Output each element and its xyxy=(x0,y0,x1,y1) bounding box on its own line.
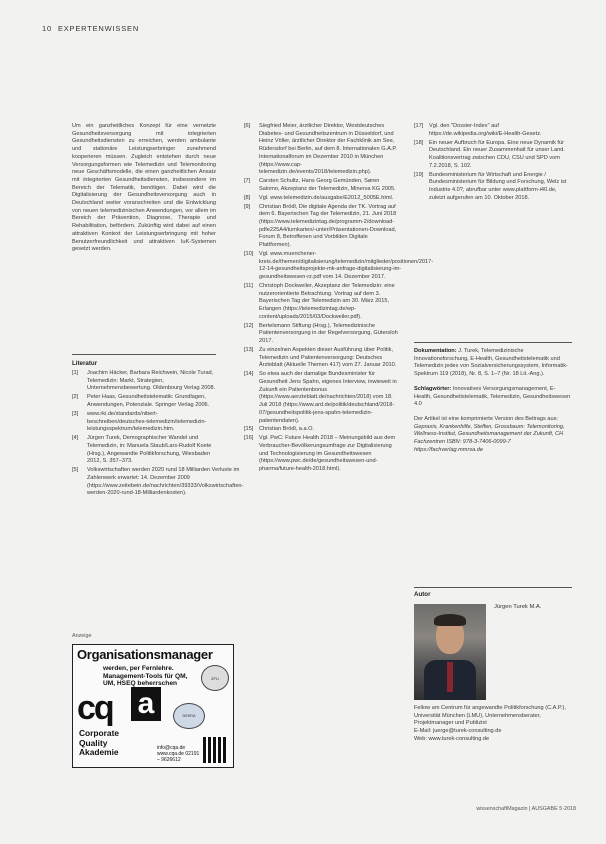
reference-number: [18] xyxy=(414,139,424,146)
author-photo xyxy=(414,604,486,700)
reference-number: [14] xyxy=(244,371,254,378)
keywords-text: Innovatives Versorgungsmanagement, E-Health, Gesundheitstelematik, Telemedizin, Gesundheitswesen 4.0 xyxy=(414,385,571,408)
reference-text: Vgl. PwC: Future Health 2018 – Meinungsbild aus dem Verbraucher-Bevölkerungsumfrage zur Digitalisierung und Technologisierung im Gesundheitswesen (https://www.pwc.de/de/gesundheitswesen-und-pharma/future-health-2018.html). xyxy=(259,435,396,473)
reference-item xyxy=(244,204,398,250)
reference-item xyxy=(244,323,398,346)
author-name: Jürgen Turek M.A. xyxy=(494,604,542,610)
reference-item xyxy=(244,435,398,474)
reference-number: [11] xyxy=(244,283,253,289)
reference-item xyxy=(72,467,244,498)
page-number: 10 xyxy=(42,24,52,33)
divider xyxy=(72,354,216,355)
reference-text: So etwa auch der damalige Bundesminister für Gesundheit Jens Spahn, eigenes Interview, inwieweit in Zukunft ein Patientenbonus (https://www.aerzteblatt.de/nachrichten/2018) vom 18. Juli 2018 (https://www.ard.de/politik/deutschland/2018-07/gesundheitspolitik-jens-spahn-telemedizin-patientendaten). xyxy=(259,371,397,424)
reference-text: Ein neuer Aufbruch für Europa. Eine neue Dynamik für Deutschland. Ein neuer Zusammenhalt für unser Land. Koalitionsvertrag zwischen CDU, CSU und SPD vom 7.2.2018, S. 102. xyxy=(429,139,565,169)
reference-text: Joachim Häcker, Barbara Reichwein, Nicole Turad, Telemedizin: Markt, Strategien, Unternehmensbewertung. Oldenbourg Verlag 2008. xyxy=(87,370,216,392)
reference-item xyxy=(72,394,216,409)
zfu-seal-icon: ZFU xyxy=(201,665,229,691)
author-website[interactable]: Web: www.turek-consulting.de xyxy=(414,735,490,742)
reference-number: [2] xyxy=(72,394,79,401)
dekra-seal-icon: DEKRA xyxy=(173,703,205,729)
keywords-label: Schlagwörter: xyxy=(414,385,452,392)
reference-text: Siegfried Meier, ärztlicher Direktor, Westdeutsches Diabetes- und Gesundheitszentrum in Düsseldorf, und Heinz Völler, ärztlicher Direktor der Fachklinik am See, Rüdersdorf bei Berlin, auf dem 8. Internationalen G.A.P. Internationalforum im Dezember 2010 in München (https://www.cap-telemedizin.de/events/2018/telemedizin.php). xyxy=(259,123,397,176)
reference-number: [19] xyxy=(414,171,424,178)
reference-text: Zu einzelnen Aspekten dieser Ausführung über Politik, Telemedizin und Patientenversorgung: Deutsches Ärzteblatt (Aktuelle Themen 417) vom 27. Januar 2010. xyxy=(259,347,397,369)
reference-text: Bertelsmann Stiftung (Hrsg.), Telemedizinische Patientenversorgung in der Regelversorgung, Gütersloh 2017. xyxy=(259,322,398,345)
ad-subtitle: werden, per Fernlehre. Management-Tools für QM, UM, HSEQ beherrschen xyxy=(103,665,188,688)
reference-number: [10] xyxy=(244,251,254,257)
reference-text: Jürgen Turek, Demographischer Wandel und Telemedizin, in: Manuela Staub/Lars-Rudolf Koete (Hrsg.), Angewandte Politikforschung, Wiesbaden 2012, S. 357–373. xyxy=(87,435,212,465)
reference-item xyxy=(244,178,398,193)
intro-paragraph: Um ein ganzheitliches Konzept für eine vernetzte Gesundheitsversorgung mit integrierten Gesundheitsdiensten zu erreichen, werden ambulante und stationäre Leistungserbringer zunehmend kooperieren müssen. Zugleich entstehen durch neue Versorgungsformen wie Telemedizin und Telemonitoring neue Geschäftsmodelle, die einen ganzheitlichen Ansatz mit integrierten Gesundheitsdiensten, insbesondere im Bereich der Telematik, benötigen. Dabei wird die Digitalisierung der Gesundheitsversorgung auch in Deutschland weiter voranschreiten und die Entwicklung von neuen telemedizinischen Anwendungen, vor allem im Bereich der Prävention, Diagnose, Therapie und Rehabilitation, befördern. Zukünftig wird dabei auf einen attraktiven Kontext der Leistungserbringung mit hoher Benutzerfreundlichkeit und attraktiven IuK-Systemen gesetzt werden. xyxy=(72,123,216,253)
reference-number: [6] xyxy=(244,123,251,129)
reference-number: [4] xyxy=(72,435,79,442)
reference-number: [12] xyxy=(244,322,254,329)
reference-item xyxy=(244,283,398,322)
reference-text: Peter Haas, Gesundheitstelematik: Grundlagen, Anwendungen, Potenziale. Springer Verlag 2006. xyxy=(87,394,210,408)
reference-text: Vgl. www.telemedizin.de/ausgabe/E2012_5005E.html. xyxy=(259,194,394,201)
divider xyxy=(414,587,572,588)
documentation-text: J. Turek, Telemedizinische Innovationsforschung, E-Health, Gesundheitstelematik und Telemedizin jedes von Sozialversicherungssystem, Informatik-Spektrum 119 (2018), Nr. 8, S. 1–7 (Nr. 18 Lit.-Ang.). xyxy=(414,348,568,378)
documentation-label: Dokumentation: xyxy=(414,348,457,354)
reference-item xyxy=(72,411,216,434)
reference-item xyxy=(72,435,216,466)
documentation-block xyxy=(414,348,572,461)
literatur-heading: Literatur xyxy=(72,360,98,367)
ad-contact: info@cqa.de www.cqa.de 02191 – 9626612 xyxy=(157,745,200,763)
cqa-logo-a: a xyxy=(131,687,161,721)
reference-item xyxy=(244,195,398,203)
reference-number: [15] xyxy=(244,426,254,433)
author-email[interactable]: E-Mail: juerge@turek-consulting.de xyxy=(414,728,502,735)
author-heading: Autor xyxy=(414,591,431,598)
reference-item xyxy=(244,251,434,282)
reference-text: Volkswirtschaften werden 2020 rund 18 Milliarden Verluste im Zahlenwerk erwartet: 14. Dezember 2009 (https://www.zeitebein.de/nachrichten/39333/Volkswirtschaften-werden-2020-rund-18-Milliardenkosten). xyxy=(87,467,244,497)
reference-number: [5] xyxy=(72,467,79,474)
reference-number: [3] xyxy=(72,410,79,417)
divider xyxy=(414,342,572,343)
page-header xyxy=(42,24,139,33)
advertisement[interactable] xyxy=(72,644,234,768)
ad-company-name xyxy=(79,729,119,758)
author-bio: Fellow am Centrum für angewandte Politikforschung (C.A.P.), Universität München (LMU), Unternehmensberater, Projektmanager und Publizist xyxy=(414,705,566,727)
section-label: EXPERTENWISSEN xyxy=(57,24,140,33)
reference-text: www.rki.de/standards/nibert-beschreiben/deutsches-telemedizin/telemedizin-leistungsspektrum/telemedizin.htm. xyxy=(87,410,207,433)
reference-text: Vgl. www.muenchener-kreis.de/themen/digitalisierung/telemedizin/mitglieder/positionen/2017-12-14-gesundheitsprojekte-mk-anfrage-digitalisierung-im-gesundheitswesen-rz.pdf vom 14. Dezember 2017. xyxy=(259,251,434,281)
cqa-logo: cq xyxy=(77,689,113,727)
ad-label: Anzeige xyxy=(72,633,92,639)
ad-company-line: Corporate xyxy=(79,728,120,738)
author-bio-block xyxy=(414,705,574,744)
book-reference: Gepraxis, Krankenhilfe, Steffen, Grossbaum: Telemonitoring, Wellness-Institut, Gesundheitsmanagement der Zukunft, CH Fachzentren ISBN: 978-3-7406-0099-7 https://fachverlag.mmrsa.de xyxy=(414,423,565,453)
reference-number: [9] xyxy=(244,203,251,210)
ad-title: Organisationsmanager xyxy=(77,647,213,662)
ad-company-line: Quality xyxy=(79,737,108,748)
reference-text: Christoph Dockweiler, Akzeptanz der Telemedizin: eine nutzerorientierte Betrachtung. Vortrag auf dem 3. Bayerischen Tag der Telemedizin am 30. März 2015, Erlangen (https://telemedizintag.de/wp-content/uploads/2015/03/Dockweiler.pdf). xyxy=(259,283,395,320)
reference-item xyxy=(244,371,398,425)
reference-number: [8] xyxy=(244,194,251,201)
reference-item xyxy=(414,140,572,171)
reference-text: Christian Brödl, a.a.O. xyxy=(259,426,315,433)
reference-list-1 xyxy=(72,370,244,499)
reference-text: Christian Brödl, Die digitale Agenda der TK. Vortrag auf dem 6. Bayerischen Tag der Telemedizin, 21. Juni 2018 (https://www.telemedizintag.de/programm-2/download-pdfe225A4/tumkarten/-unter/Präsentationen-Download, Forum 8, Betroffenen und Vorbilden Digitale Plattformen). xyxy=(259,203,397,249)
qr-code-icon xyxy=(203,737,227,763)
reference-item xyxy=(244,426,398,434)
reference-item xyxy=(244,123,398,177)
reference-number: [7] xyxy=(244,178,251,185)
reference-list-3 xyxy=(414,123,572,204)
reference-number: [1] xyxy=(72,370,79,376)
page-footer: wissenschaftMagazin | AUSGABE 5·2018 xyxy=(476,806,576,812)
reference-item xyxy=(244,347,398,370)
reference-item xyxy=(414,172,572,203)
reference-text: Vgl. den "Dossier-Index" auf https://de.wikipedia.org/wiki/E-Health-Gesetz. xyxy=(429,123,542,137)
reference-text: Bundesministerium für Wirtschaft und Energie / Bundesministerium für Bildung und Forschung, Welz ist Industrie 4.0?, abrufbar unter www.plattform-i40.de, zuletzt aufgerufen am 10. Oktober 2018. xyxy=(429,171,567,201)
reference-number: [16] xyxy=(244,435,254,442)
book-note: Der Artikel ist eine komprimierte Version des Beitrags aus: xyxy=(414,415,558,422)
reference-text: Carsten Schultz, Hans Georg Gemünden, Søren Salomo, Akzeptanz der Telemedizin, Minerva KG 2005. xyxy=(259,178,396,192)
ad-company-line: Akademie xyxy=(79,747,119,758)
reference-item xyxy=(72,370,216,393)
reference-number: [17] xyxy=(414,123,424,129)
reference-item xyxy=(414,123,572,138)
reference-number: [13] xyxy=(244,347,254,353)
